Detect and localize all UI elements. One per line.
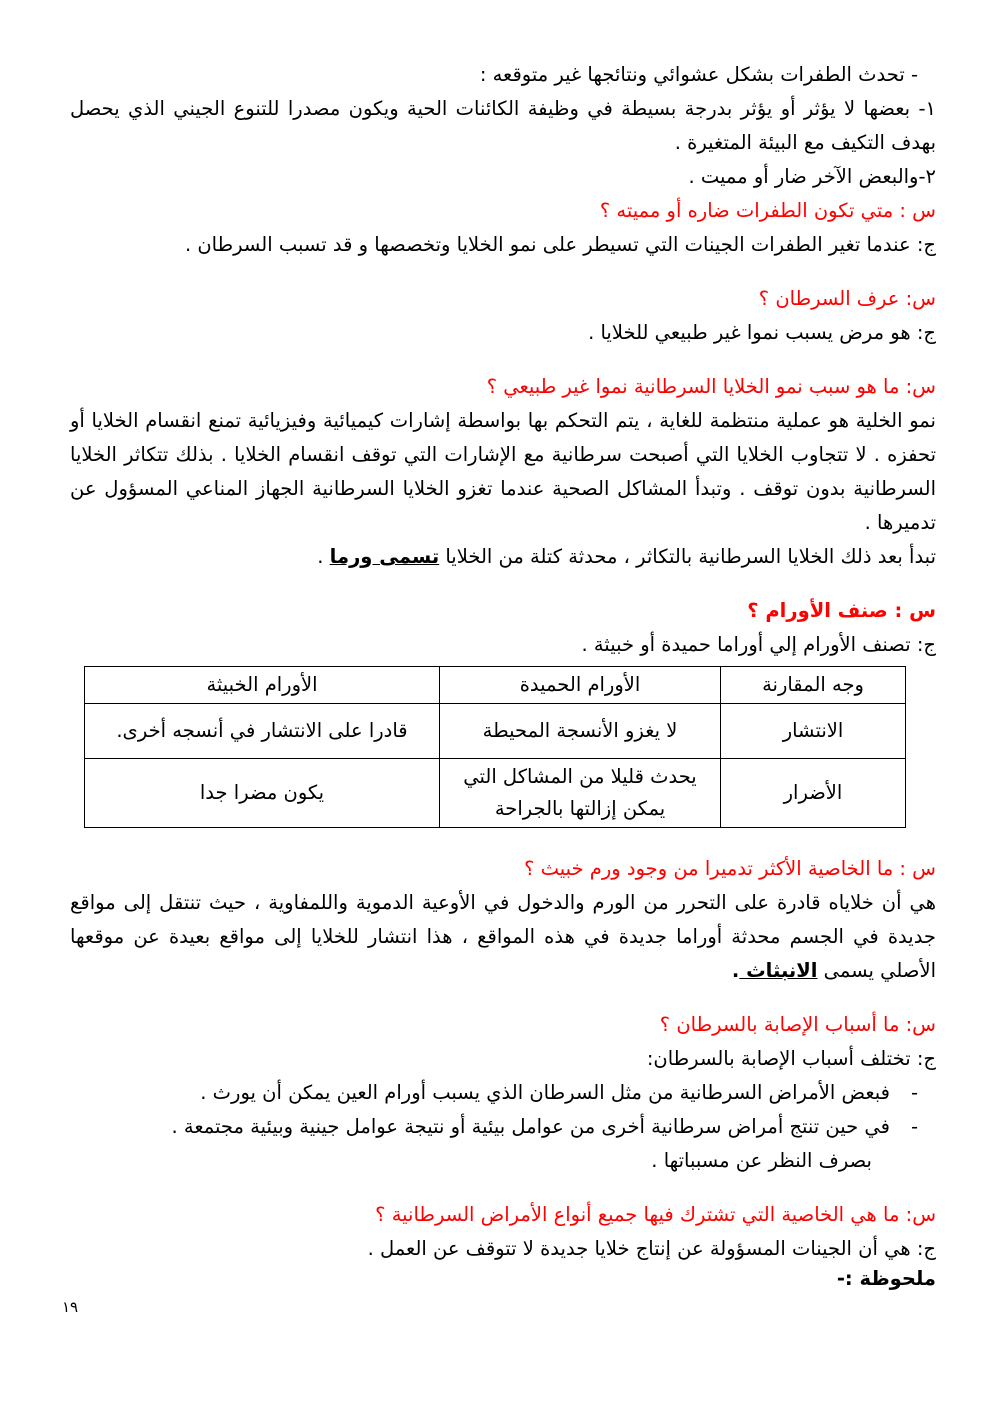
term-tumor: تسمى ورما: [329, 545, 440, 568]
answer-3: نمو الخلية هو عملية منتظمة للغاية ، يتم التحكم بها بواسطة إشارات كيميائية وفيزيائية تمنع انقسام الخلايا أو تحفزه . لا تتجاوب الخلايا التي أصبحت سرطانية مع الإشارات التي توقف انقسام الخلايا . بذلك تتكاثر الخلايا السرطانية بدون توقف . وتبدأ المشاكل الصحية عندما تغزو الخلايا السرطانية الجهاز المناعي المسؤول عن تدميرها .: [70, 409, 936, 534]
table-header: الأورام الخبيثة: [85, 667, 440, 704]
table-header: وجه المقارنة: [721, 667, 906, 704]
term-metastasis: الانبثاث: [739, 959, 818, 982]
answer-3-end: .: [317, 545, 330, 568]
list-item-text: فبعض الأمراض السرطانية من مثل السرطان الذي يسبب أورام العين يمكن أن يورث .: [200, 1081, 890, 1104]
table-row: [85, 704, 906, 759]
question-4: س : صنف الأورام ؟: [747, 599, 936, 622]
table-header: الأورام الحميدة: [440, 667, 721, 704]
intro-line: - تحدث الطفرات بشكل عشوائي ونتائجها غير متوقعه :: [479, 63, 918, 86]
point-2: ٢-والبعض الآخر ضار أو مميت .: [688, 165, 936, 188]
question-2: س: عرف السرطان ؟: [758, 287, 936, 310]
table-cell: الأضرار: [721, 759, 906, 828]
table-header-row: [85, 667, 906, 704]
answer-5-text: هي أن خلاياه قادرة على التحرر من الورم والدخول في الأوعية الدموية واللمفاوية ، حيث تنتقل إلى مواقع جديدة في الجسم محدثة أوراما جديدة في هذه المواقع ، هذا انتشار للخلايا إلى مواقع بعيدة عن موقعها الأصلي يسمى: [70, 891, 936, 982]
bullet-dash: -: [910, 1115, 918, 1138]
list-item: [70, 1076, 936, 1110]
question-7: س: ما هي الخاصية التي تشترك فيها جميع أنواع الأمراض السرطانية ؟: [375, 1203, 936, 1226]
note-label: ملحوظة :-: [836, 1267, 936, 1290]
table-cell: قادرا على الانتشار في أنسجه أخرى.: [85, 704, 440, 759]
table-cell: لا يغزو الأنسجة المحيطة: [440, 704, 721, 759]
table-row: [85, 759, 906, 828]
point-1: ١- بعضها لا يؤثر أو يؤثر بدرجة بسيطة في وظيفة الكائنات الحية ويكون مصدرا للتنوع الجيني الذي يحصل بهدف التكيف مع البيئة المتغيرة .: [70, 97, 936, 154]
page-content: [70, 58, 936, 1292]
question-3: س: ما هو سبب نمو الخلايا السرطانية نموا غير طبيعي ؟: [486, 375, 936, 398]
answer-2: ج: هو مرض يسبب نموا غير طبيعي للخلايا .: [588, 321, 936, 344]
answer-6: ج: تختلف أسباب الإصابة بالسرطان:: [646, 1047, 936, 1070]
table-cell: يكون مضرا جدا: [85, 759, 440, 828]
answer-3-continued: [70, 540, 936, 574]
page-number: ١٩: [62, 1298, 79, 1316]
tumor-comparison-table: [84, 666, 906, 828]
answer-1: ج: عندما تغير الطفرات الجينات التي تسيطر على نمو الخلايا وتخصصها و قد تسبب السرطان .: [184, 233, 936, 256]
question-5: س : ما الخاصية الأكثر تدميرا من وجود ورم خبيث ؟: [524, 857, 936, 880]
bullet-dash: -: [910, 1081, 918, 1104]
answer-5: [70, 886, 936, 988]
answer-4: ج: تصنف الأورام إلي أوراما حميدة أو خبيثة .: [581, 633, 936, 656]
list-item: [70, 1110, 936, 1144]
table-cell: الانتشار: [721, 704, 906, 759]
question-6: س: ما أسباب الإصابة بالسرطان ؟: [659, 1013, 936, 1036]
answer-5-end: .: [731, 959, 740, 982]
answer-7: ج: هي أن الجينات المسؤولة عن إنتاج خلايا جديدة لا تتوقف عن العمل .: [367, 1237, 936, 1260]
question-1: س : متي تكون الطفرات ضاره أو مميته ؟: [599, 199, 936, 222]
list-item-text: في حين تنتج أمراض سرطانية أخرى من عوامل بيئية أو نتيجة عوامل جينية وبيئية مجتمعة .: [171, 1115, 890, 1138]
answer-3-text: تبدأ بعد ذلك الخلايا السرطانية بالتكاثر ، محدثة كتلة من الخلايا: [439, 545, 936, 568]
list-item-continuation: بصرف النظر عن مسبباتها .: [651, 1149, 872, 1172]
table-cell: يحدث قليلا من المشاكل التي يمكن إزالتها بالجراحة: [440, 759, 721, 828]
